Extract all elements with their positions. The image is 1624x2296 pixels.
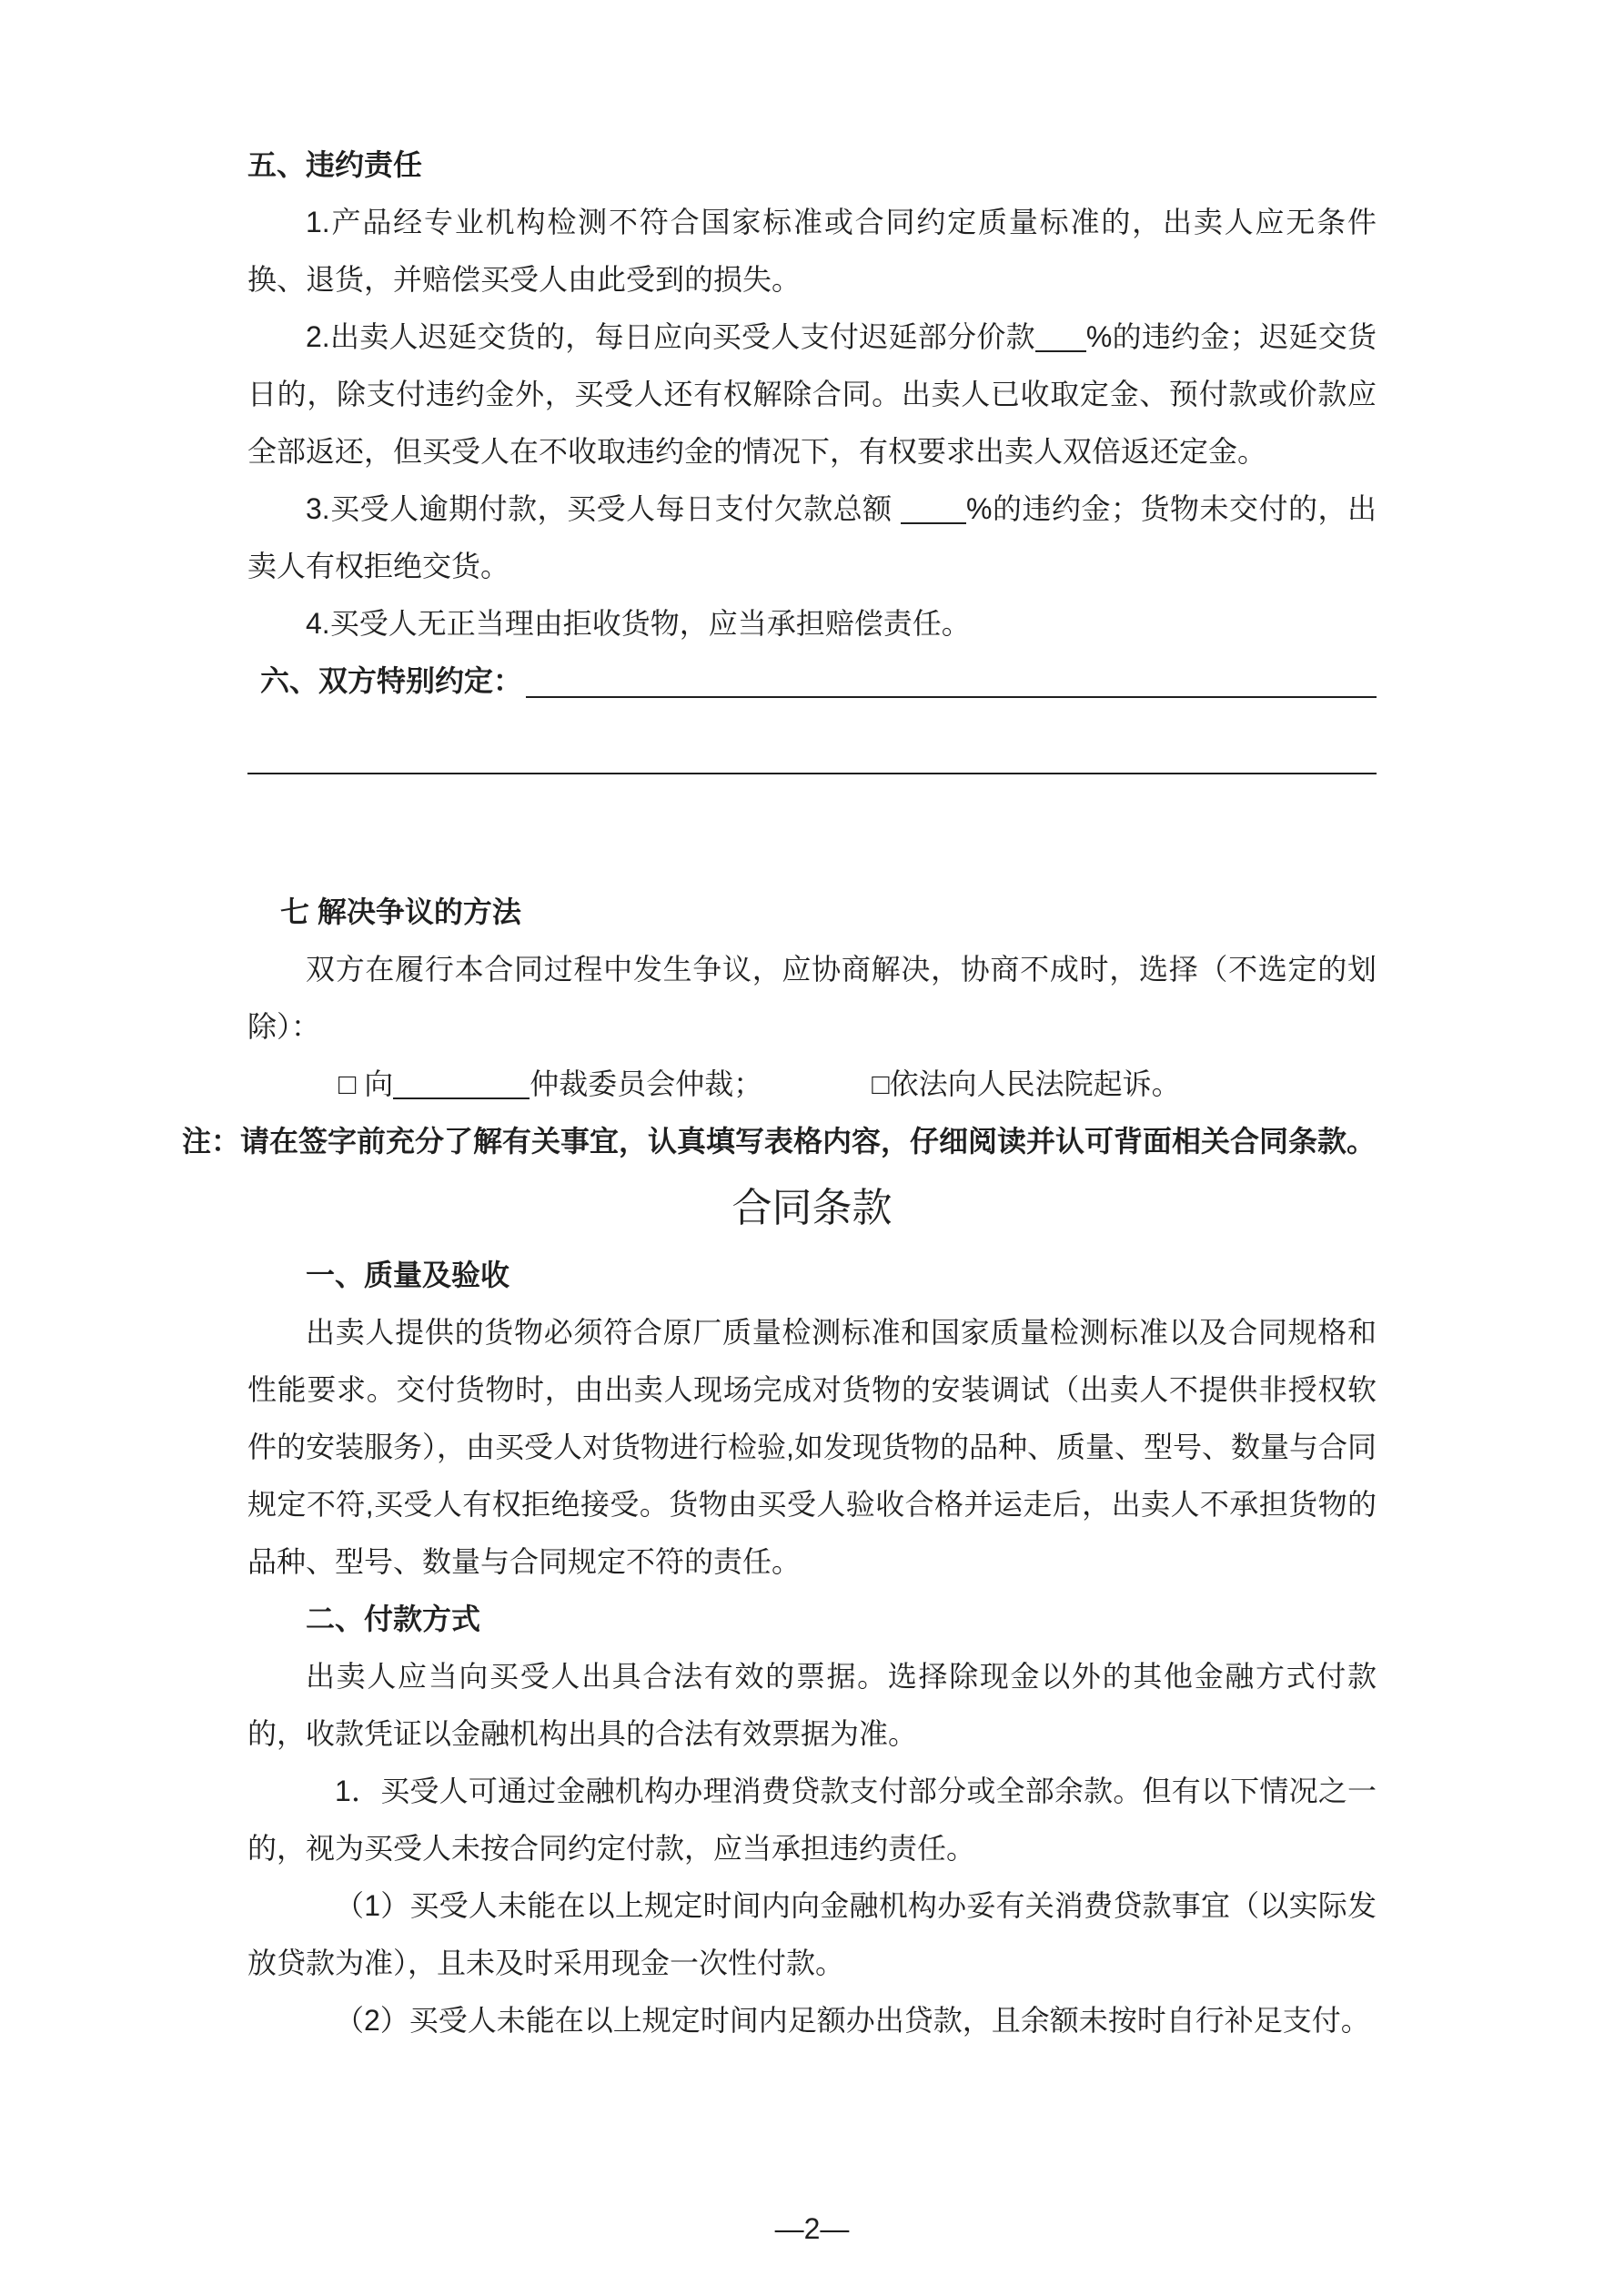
section5-item-4: 4.买受人无正当理由拒收货物，应当承担赔偿责任。: [306, 607, 971, 640]
section5-item-2: [247, 308, 1377, 480]
checkbox-court-icon: □: [872, 1067, 890, 1100]
section7-paragraph: 双方在履行本合同过程中发生争议，应协商解决，协商不成时，选择（不选定的划除）：: [247, 953, 1377, 1043]
section7-heading: 七 解决争议的方法: [280, 895, 521, 928]
checkbox-arbitration-icon: □: [338, 1067, 357, 1100]
text-segment: 2.出卖人迟延交货的，每日应向买受人支付迟延部分价款: [306, 320, 1035, 353]
terms-section2-item-1-2: （2）买受人未能在以上规定时间内足额办出贷款，且余额未按时自行补足支付。: [335, 2004, 1370, 2037]
court-option-label: 依法向人民法院起诉。: [889, 1067, 1181, 1100]
section5-item-3: [247, 480, 1377, 595]
section6-heading: 六、双方特别约定：: [260, 664, 523, 697]
terms-section1-heading: 一、质量及验收: [306, 1259, 510, 1291]
section5-item-1: 1.产品经专业机构检测不符合国家标准或合同约定质量标准的，出卖人应无条件换、退货，并赔偿买受人由此受到的损失。: [247, 206, 1377, 296]
note-label: 注：: [182, 1125, 241, 1158]
section6-fill-in-line: [526, 652, 1377, 698]
terms-section2-item-1-1: （1）买受人未能在以上规定时间内向金融机构办妥有关消费贷款事宜（以实际发放贷款为准），且未及时采用现金一次性付款。: [247, 1889, 1377, 1979]
note-text: 请在签字前充分了解有关事宜，认真填写表格内容，仔细阅读并认可背面相关合同条款。: [240, 1125, 1377, 1158]
page-content: [182, 137, 1377, 2049]
text-segment: %的违约金；迟延交货日的，除支付违约金外，买受人还有权解除合同。出卖人已收取定金、预付款或价款应全部返还，但买受人在不收取违约金的情况下，有权要求出卖人双倍返还定金。: [247, 320, 1377, 468]
page-number: —2—: [774, 2212, 850, 2245]
dispute-options-line: [247, 1056, 1377, 1113]
fill-in-blank-late-delivery-rate: [1035, 316, 1086, 352]
signature-note: [182, 1113, 1377, 1170]
fill-in-blank-arbitration-committee: [393, 1063, 530, 1099]
terms-section2-paragraph-1: 出卖人应当向买受人出具合法有效的票据。选择除现金以外的其他金融方式付款的，收款凭证以金融机构出具的合法有效票据为准。: [247, 1660, 1377, 1750]
section6-line: [247, 652, 1377, 710]
section5-heading: 五、违约责任: [247, 148, 423, 181]
section6-fill-in-line-2: [247, 710, 1377, 774]
terms-section2-item-1: 1．买受人可通过金融机构办理消费贷款支付部分或全部余款。但有以下情况之一的，视为买受人未按合同约定付款，应当承担违约责任。: [247, 1775, 1377, 1865]
text-segment: 3.买受人逾期付款，买受人每日支付欠款总额: [306, 492, 902, 525]
fill-in-blank-overdue-rate: [901, 488, 966, 524]
terms-section2-heading: 二、付款方式: [306, 1603, 481, 1635]
contract-terms-title: 合同条款: [731, 1186, 893, 1230]
arbitration-option-prefix: 向: [356, 1067, 394, 1100]
terms-section1-paragraph: 出卖人提供的货物必须符合原厂质量检测标准和国家质量检测标准以及合同规格和性能要求。交付货物时，由出卖人现场完成对货物的安装调试（出卖人不提供非授权软件的安装服务），由买受人对货物进行检验,如发现货物的品种、质量、型号、数量与合同规定不符,买受人有权拒绝接受。货物由买受人验收合格并运走后，出卖人不承担货物的品种、型号、数量与合同规定不符的责任。: [247, 1316, 1377, 1578]
arbitration-option-suffix: 仲裁委员会仲裁；: [530, 1067, 763, 1100]
text-segment: %的违约金；货物未交付的，出卖人有权拒绝交货。: [247, 492, 1377, 582]
